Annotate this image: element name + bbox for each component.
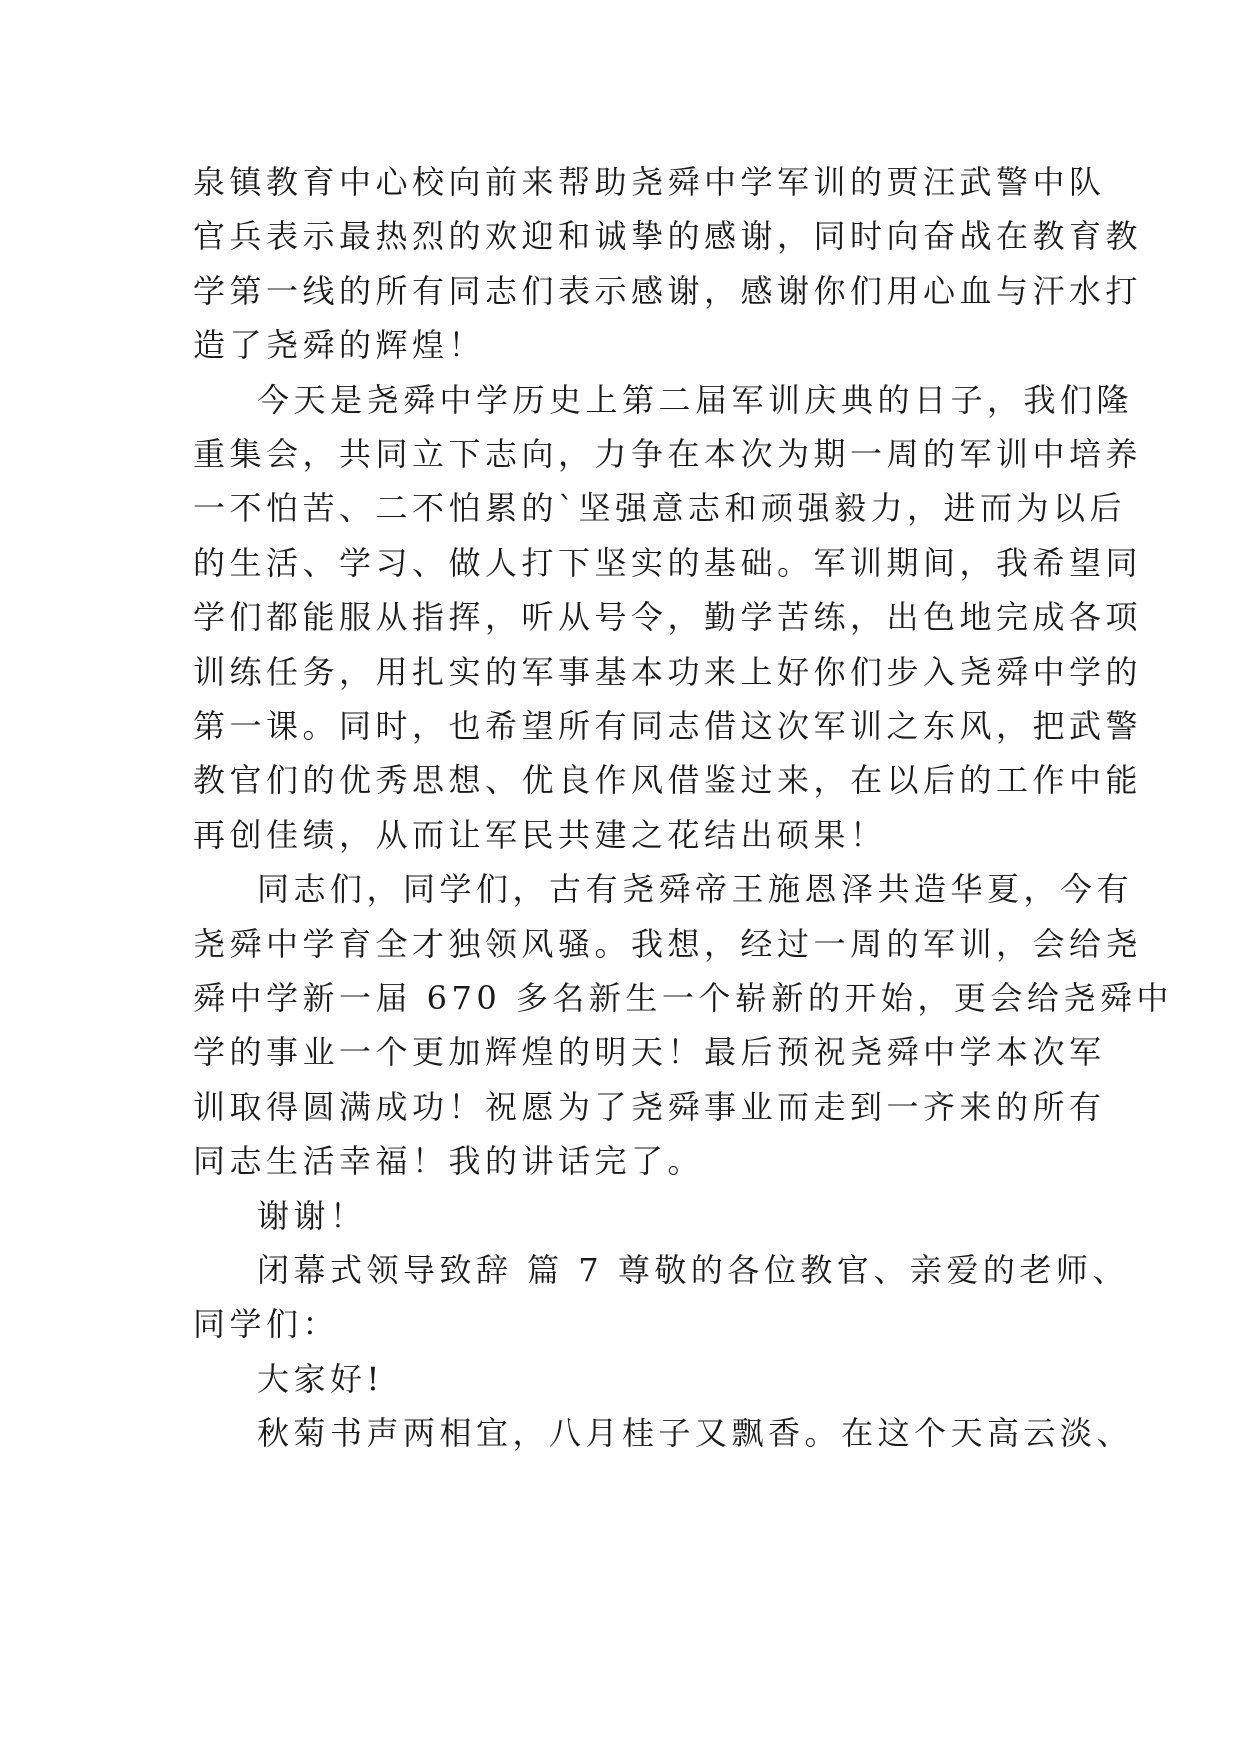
text-line: 谢谢！ bbox=[257, 1196, 367, 1235]
text-line: 学的事业一个更加辉煌的明天！最后预祝尧舜中学本次军 bbox=[193, 1033, 1106, 1072]
text-line: 同学们： bbox=[193, 1305, 340, 1344]
text-line: 训练任务，用扎实的军事基本功来上好你们步入尧舜中学的 bbox=[193, 652, 1143, 691]
text-line: 训取得圆满成功！祝愿为了尧舜事业而走到一齐来的所有 bbox=[193, 1087, 1106, 1126]
text-line: 再创佳绩，从而让军民共建之花结出硕果！ bbox=[193, 815, 887, 854]
text-line: 同志们，同学们，古有尧舜帝王施恩泽共造华夏，今有 bbox=[257, 870, 1134, 909]
text-line: 闭幕式领导致辞 篇 7 尊敬的各位教官、亲爱的老师、 bbox=[257, 1251, 1129, 1289]
text-line: 造了尧舜的辉煌！ bbox=[193, 326, 486, 365]
text-line: 大家好! bbox=[257, 1359, 384, 1398]
text-line: 舜中学新一届 670 多名新生一个崭新的开始，更会给尧舜中 bbox=[193, 979, 1173, 1017]
text-line: 重集会，共同立下志向，力争在本次为期一周的军训中培养 bbox=[193, 435, 1143, 473]
text-line: 学第一线的所有同志们表示感谢，感谢你们用心血与汗水打 bbox=[193, 271, 1143, 310]
text-line: 第一课。同时，也希望所有同志借这次军训之东风，把武警 bbox=[193, 707, 1143, 745]
text-line: 今天是尧舜中学历史上第二届军训庆典的日子，我们隆 bbox=[257, 380, 1134, 419]
text-line: 泉镇教育中心校向前来帮助尧舜中学军训的贾汪武警中队 bbox=[193, 163, 1106, 201]
text-line: 官兵表示最热烈的欢迎和诚挚的感谢，同时向奋战在教育教 bbox=[193, 217, 1143, 256]
text-line: 教官们的优秀思想、优良作风借鉴过来，在以后的工作中能 bbox=[193, 761, 1143, 800]
text-line: 的生活、学习、做人打下坚实的基础。军训期间，我希望同 bbox=[193, 543, 1143, 582]
text-line: 一不怕苦、二不怕累的`坚强意志和顽强毅力，进而为以后 bbox=[193, 489, 1127, 528]
text-line: 学们都能服从指挥，听从号令，勤学苦练，出色地完成各项 bbox=[193, 598, 1143, 637]
text-line: 尧舜中学育全才独领风骚。我想，经过一周的军训，会给尧 bbox=[193, 924, 1143, 963]
text-line: 同志生活幸福！我的讲话完了。 bbox=[193, 1142, 705, 1181]
text-line: 秋菊书声两相宜，八月桂子又飘香。在这个天高云淡、 bbox=[257, 1414, 1134, 1453]
